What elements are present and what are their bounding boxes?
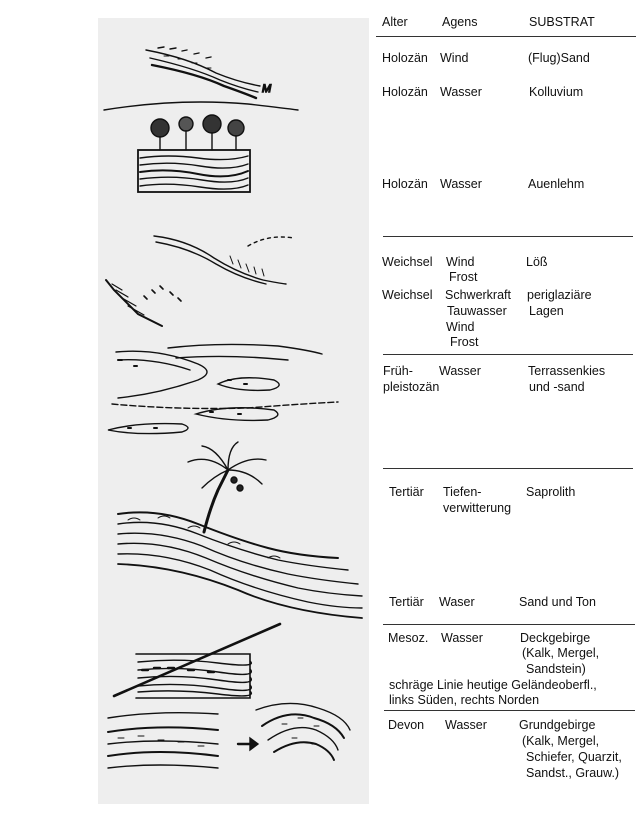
row-alter: Tertiär <box>389 595 424 609</box>
row-alter: Devon <box>388 718 425 732</box>
row-agens-line3: Wind <box>446 320 475 334</box>
row-substrat: Kolluvium <box>529 85 584 99</box>
mesozoic-divider <box>384 710 635 711</box>
sketch-auenlehm-block <box>138 115 250 192</box>
geology-sketch-panel <box>98 18 369 804</box>
row-agens-line2: verwitterung <box>443 501 512 515</box>
row-substrat-line2: Lagen <box>529 304 564 318</box>
sketch-periglacial-slope <box>106 280 181 326</box>
row-alter: Holozän <box>382 177 428 191</box>
row-alter: Tertiär <box>389 485 424 499</box>
row-agens: Wasser <box>439 364 481 378</box>
row-agens: Waser <box>439 595 475 609</box>
row-substrat-line2: (Kalk, Mergel, <box>522 646 600 660</box>
row-substrat: Löß <box>526 255 548 269</box>
sketch-marker-m: M <box>262 83 272 95</box>
row-agens-line4: Frost <box>450 335 479 349</box>
row-agens: Wind <box>446 255 475 269</box>
header-alter: Alter <box>382 15 408 29</box>
row-substrat: Auenlehm <box>528 177 585 191</box>
sketch-devon-basement <box>108 703 350 768</box>
header-substrat: SUBSTRAT <box>529 15 595 29</box>
row-substrat: Grundgebirge <box>519 718 596 732</box>
row-agens: Wasser <box>440 177 482 191</box>
row-substrat: Deckgebirge <box>520 631 591 645</box>
row-substrat-line4: Sandst., Grauw.) <box>526 766 620 780</box>
row-alter: Holozän <box>382 85 428 99</box>
row-substrat: Terrassenkies <box>528 364 606 378</box>
note-line1: schräge Linie heutige Geländeoberfl., <box>389 678 597 692</box>
row-agens: Schwerkraft <box>445 288 511 302</box>
row-agens: Wind <box>440 51 469 65</box>
sketch-palm-saprolite <box>118 442 362 618</box>
sketch-terrace-gravels <box>108 344 338 433</box>
row-substrat-line3: Sandstein) <box>526 662 586 676</box>
sketch-kolluvium-slope <box>104 102 298 110</box>
row-alter: Holozän <box>382 51 428 65</box>
sketch-loess-hill <box>154 236 294 284</box>
row-alter: Weichsel <box>382 255 433 269</box>
header-divider <box>376 36 636 37</box>
row-substrat: Sand und Ton <box>519 595 596 609</box>
note-line2: links Süden, rechts Norden <box>389 693 540 707</box>
sketch-mesozoic-block <box>114 624 280 698</box>
row-substrat: Saprolith <box>526 485 576 499</box>
pleistozaen-divider <box>383 468 633 469</box>
row-agens-line2: Tauwasser <box>447 304 507 318</box>
weichsel-divider <box>383 354 633 355</box>
row-agens: Tiefen- <box>443 485 482 499</box>
row-alter-line2: pleistozän <box>383 380 440 394</box>
row-substrat-line2: (Kalk, Mergel, <box>522 734 600 748</box>
row-alter: Mesoz. <box>388 631 429 645</box>
row-alter: Weichsel <box>382 288 433 302</box>
row-agens: Wasser <box>440 85 482 99</box>
sketch-holozaen-dune <box>146 47 260 98</box>
geology-sketches <box>98 18 369 804</box>
row-alter: Früh- <box>383 364 413 378</box>
header-agens: Agens <box>442 15 478 29</box>
row-substrat: (Flug)Sand <box>528 51 590 65</box>
row-agens: Wasser <box>445 718 487 732</box>
row-agens: Wasser <box>441 631 483 645</box>
row-substrat-line2: und -sand <box>529 380 585 394</box>
holozaen-divider <box>383 236 633 237</box>
row-substrat: periglaziäre <box>527 288 592 302</box>
tertiaer-divider <box>383 624 635 625</box>
row-substrat-line3: Schiefer, Quarzit, <box>526 750 622 764</box>
row-agens-line2: Frost <box>449 270 478 284</box>
